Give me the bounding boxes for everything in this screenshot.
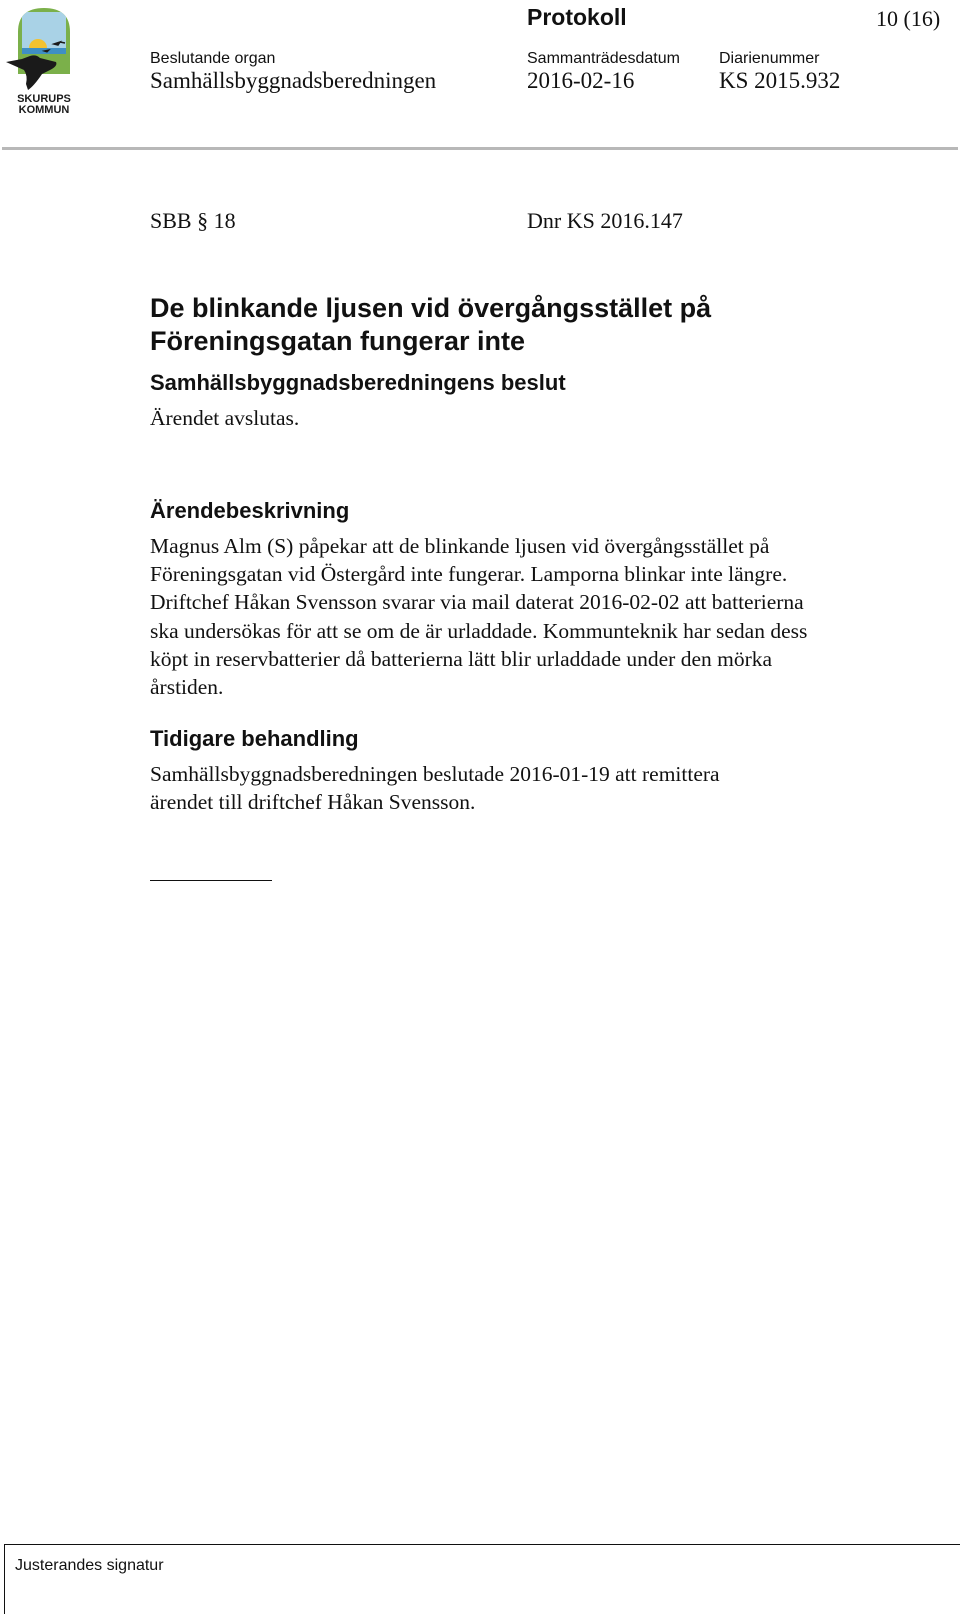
signature-label: Justerandes signatur <box>15 1557 164 1574</box>
case-id: SBB § 18 <box>150 208 236 233</box>
ref-value: KS 2015.932 <box>719 68 841 93</box>
date-value: 2016-02-16 <box>527 68 635 93</box>
skurups-kommun-logo <box>4 4 84 116</box>
case-dnr: Dnr KS 2016.147 <box>527 208 683 233</box>
logo-line1: SKURUPS <box>17 93 71 105</box>
description-line: Driftchef Håkan Svensson svarar via mail daterat 2016-02-02 att batterierna <box>150 590 804 615</box>
description-line: Magnus Alm (S) påpekar att de blinkande ljusen vid övergångsstället på <box>150 534 770 558</box>
description-line: ska undersökas för att se om de är urladdade. Kommunteknik har sedan dess <box>150 618 808 643</box>
decision-heading: Samhällsbyggnadsberedningens beslut <box>150 370 566 395</box>
header-divider <box>2 147 958 150</box>
ref-label: Diarienummer <box>719 50 820 67</box>
page-number: 10 (16) <box>876 6 941 31</box>
title-line-2: Föreningsgatan fungerar inte <box>150 326 526 356</box>
page-title <box>150 292 910 358</box>
description-line: Föreningsgatan vid Östergård inte fungerar. Lamporna blinkar inte längre. <box>150 562 788 587</box>
title-line-1: De blinkande ljusen vid övergångsstället på <box>150 293 712 323</box>
description-heading: Ärendebeskrivning <box>150 498 350 523</box>
previous-heading: Tidigare behandling <box>150 726 359 751</box>
previous-body <box>150 760 930 816</box>
organ-label: Beslutande organ <box>150 50 276 67</box>
organ-value: Samhällsbyggnadsberedningen <box>150 68 437 93</box>
previous-line: Samhällsbyggnadsberedningen beslutade 2016-01-19 att remittera <box>150 762 720 786</box>
description-line: årstiden. <box>150 675 224 700</box>
logo-line2: KOMMUN <box>18 104 70 116</box>
decision-text: Ärendet avslutas. <box>150 406 300 430</box>
previous-line: ärendet till driftchef Håkan Svensson. <box>150 790 476 815</box>
date-label: Sammanträdesdatum <box>527 50 680 67</box>
section-end-rule <box>150 880 272 881</box>
description-line: köpt in reservbatterier då batterierna lätt blir urladdade under den mörka <box>150 646 773 671</box>
document-type: Protokoll <box>527 4 627 30</box>
description-body <box>150 532 930 701</box>
signature-box <box>4 1544 960 1614</box>
